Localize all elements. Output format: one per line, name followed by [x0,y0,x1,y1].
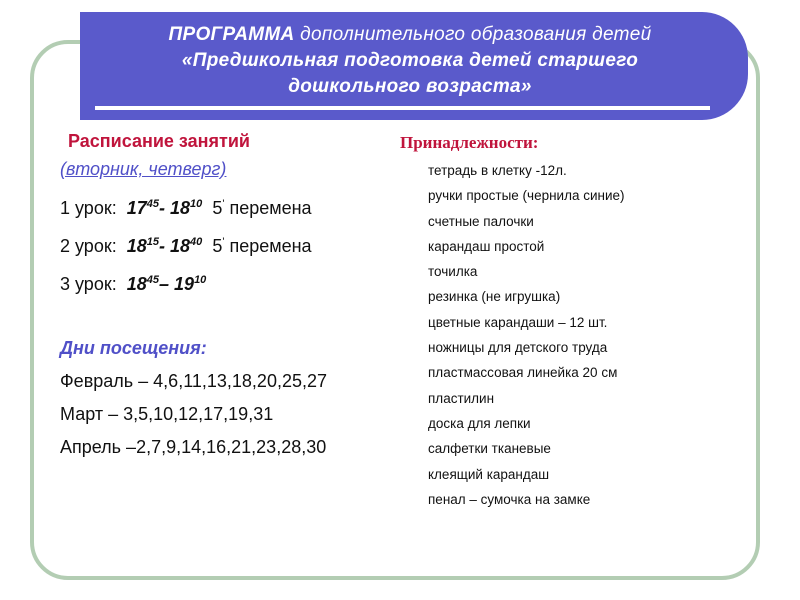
accessory-item: пластмассовая линейка 20 см [428,365,618,381]
accessory-item: пластилин [428,390,495,406]
accessory-item: салфетки тканевые [428,441,551,457]
schedule-title: Расписание занятий [68,131,250,151]
visit-month-row: Апрель –2,7,9,14,16,21,23,28,30 [60,437,327,457]
title-line2: «Предшкольная подготовка детей старшего [181,50,639,71]
accessory-item: тетрадь в клетку -12л. [428,163,567,178]
title-line3: дошкольного возраста» [288,76,532,97]
accessory-item: доска для лепки [428,415,531,431]
accessory-item: цветные карандаши – 12 шт. [428,314,608,330]
accessory-item: ножницы для детского труда [428,340,608,356]
lesson-row: 2 урок: $18^{15}-$ $18^{40}$ 5' перемена [60,236,312,256]
visits-title: Дни посещения: [60,338,207,358]
accessory-item: ручки простые (чернила синие) [428,188,625,204]
accessory-item: счетные палочки [428,213,534,229]
accessory-item: точилка [428,264,478,280]
schedule-section [60,128,390,459]
accessory-item: резинка (не игрушка) [428,289,561,305]
accessory-item: клеящий карандаш [428,466,550,482]
accessories-title: Принадлежности: [400,133,539,152]
accessories-list [400,158,750,512]
schedule-days-note: (вторник, четверг) [60,159,227,179]
title-program-word: ПРОГРАММА [168,24,295,45]
visit-month-row: Март – 3,5,10,12,17,19,31 [60,404,274,424]
accessories-section [400,132,750,512]
lesson-row: 1 урок: $17^{45}-$ $18^{10}$ 5' перемена [60,198,312,218]
title-line1-rest: дополнительного образования детей [300,24,652,45]
page-title [90,22,730,100]
accessory-item: карандаш простой [428,238,545,254]
lesson-row: 3 урок: $18^{45}-$ $19^{10}$ [60,274,207,294]
accessory-item: пенал – сумочка на замке [428,491,591,507]
visit-month-row: Февраль – 4,6,11,13,18,20,25,27 [60,371,327,391]
banner-underline [95,106,710,110]
